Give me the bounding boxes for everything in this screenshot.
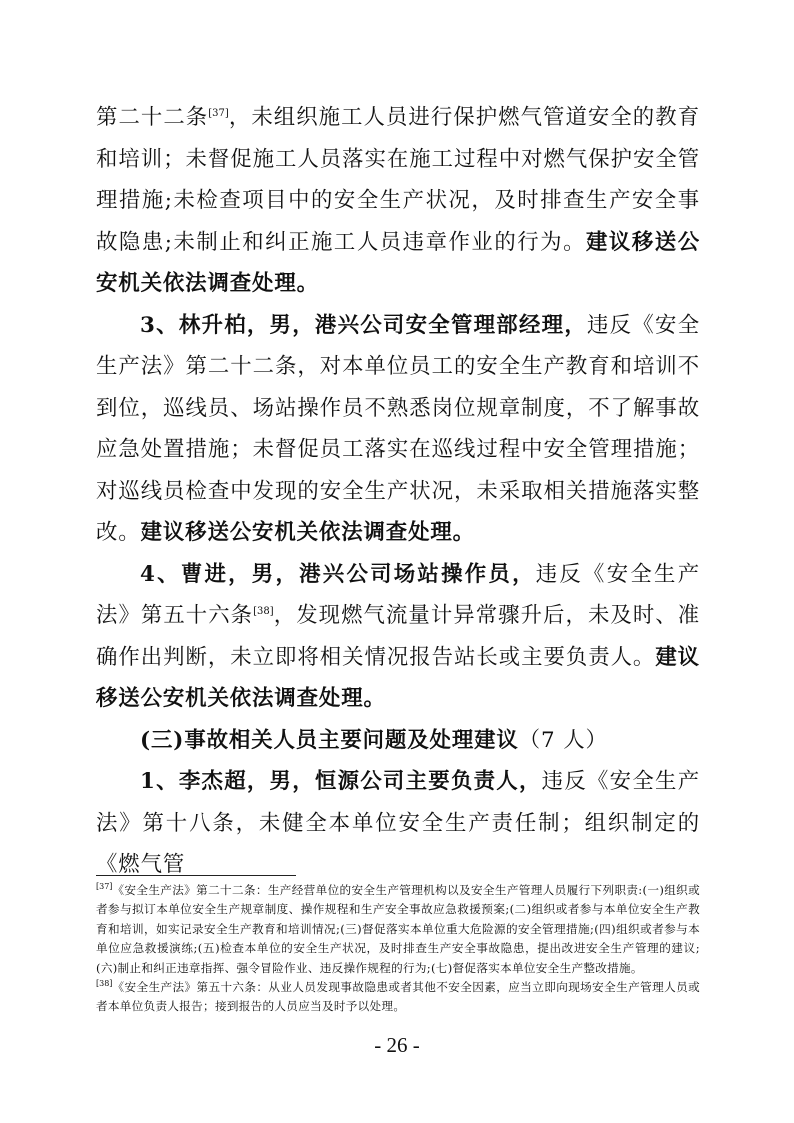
footnote-divider xyxy=(96,875,296,876)
footnote-38-mark: [38] xyxy=(96,979,113,989)
footnote-38-text: 《安全生产法》第五十六条：从业人员发现事故隐患或者其他不安全因素，应当立即向现场安全生产管理人员或者本单位负责人报告；接到报告的人员应当及时予以处理。 xyxy=(96,980,700,1014)
section-heading xyxy=(96,720,700,762)
paragraph-2-lead: 3、林升柏，男，港兴公司安全管理部经理， xyxy=(140,312,587,338)
paragraph-3-lead: 4、曹进，男，港兴公司场站操作员， xyxy=(140,561,536,587)
paragraph-4-lead: 1、李杰超，男，恒源公司主要负责人， xyxy=(140,769,542,794)
section-heading-count: （7 人） xyxy=(518,727,608,753)
footnote-37 xyxy=(96,881,700,978)
paragraph-1-recommendation: 建议移送公安机关依法调查处理。 xyxy=(96,229,700,296)
paragraph-1-text-b: ，未组织施工人员进行保护燃气管道安全的教育和培训；未督促施工人员落实在施工过程中对燃气保护安全管理措施;未检查项目中的安全生产状况，及时排查生产安全事故隐患;未制止和纠正施工人员违章作业的行为。 xyxy=(96,105,700,255)
paragraph-2-text: 违反《安全生产法》第二十二条，对本单位员工的安全生产教育和培训不到位，巡线员、场站操作员不熟悉岗位规章制度，不了解事故应急处置措施；未督促员工落实在巡线过程中安全管理措施；对巡线员检查中发现的安全生产状况，未采取相关措施落实整改。 xyxy=(96,312,700,545)
page-number: - 26 - xyxy=(374,1033,420,1057)
paragraph-4 xyxy=(96,761,700,886)
footnote-37-text: 《安全生产法》第二十二条：生产经营单位的安全生产管理机构以及安全生产管理人员履行下列职责:(一)组织或者参与拟订本单位安全生产规章制度、操作规程和生产安全事故应急救援预案;(二)组织或者参与本单位安全生产教育和培训，如实记录安全生产教育和培训情况;(三)督促落实本单位重大危险源的安全管理措施;(四)组织或者参与本单位应急救援演练;(五)检查本单位的安全生产状况，及时排查生产安全事故隐患，提出改进安全生产管理的建议;(六)制止和纠正违章指挥、强令冒险作业、违反操作规程的行为;(七)督促落实本单位安全生产整改措施。 xyxy=(96,883,700,975)
paragraph-3-text-b: ，发现燃气流量计异常骤升后，未及时、准确作出判断，未立即将相关情况报告站长或主要负责人。 xyxy=(96,603,700,670)
section-heading-title: (三)事故相关人员主要问题及处理建议 xyxy=(140,727,519,753)
footnote-37-mark: [37] xyxy=(96,882,113,892)
footnote-38 xyxy=(96,978,700,1017)
paragraph-2-recommendation: 建议移送公安机关依法调查处理。 xyxy=(140,520,475,545)
paragraph-3-recommendation: 建议移送公安机关依法调查处理。 xyxy=(96,644,700,711)
footnotes xyxy=(96,881,700,1017)
footnote-reference-38[interactable]: [38] xyxy=(253,605,274,617)
footnote-reference-37[interactable]: [37] xyxy=(208,107,229,119)
body-text xyxy=(96,97,700,886)
paragraph-1-text-a: 第二十二条 xyxy=(96,105,209,130)
paragraph-3-text-a: 违反《安全生产法》第五十六条 xyxy=(96,561,700,628)
paragraph-2 xyxy=(96,305,700,554)
paragraph-3 xyxy=(96,554,700,720)
paragraph-4-text: 违反《安全生产法》第十八条，未健全本单位安全生产责任制；组织制定的《燃气管 xyxy=(96,769,700,877)
paragraph-1 xyxy=(96,97,700,305)
